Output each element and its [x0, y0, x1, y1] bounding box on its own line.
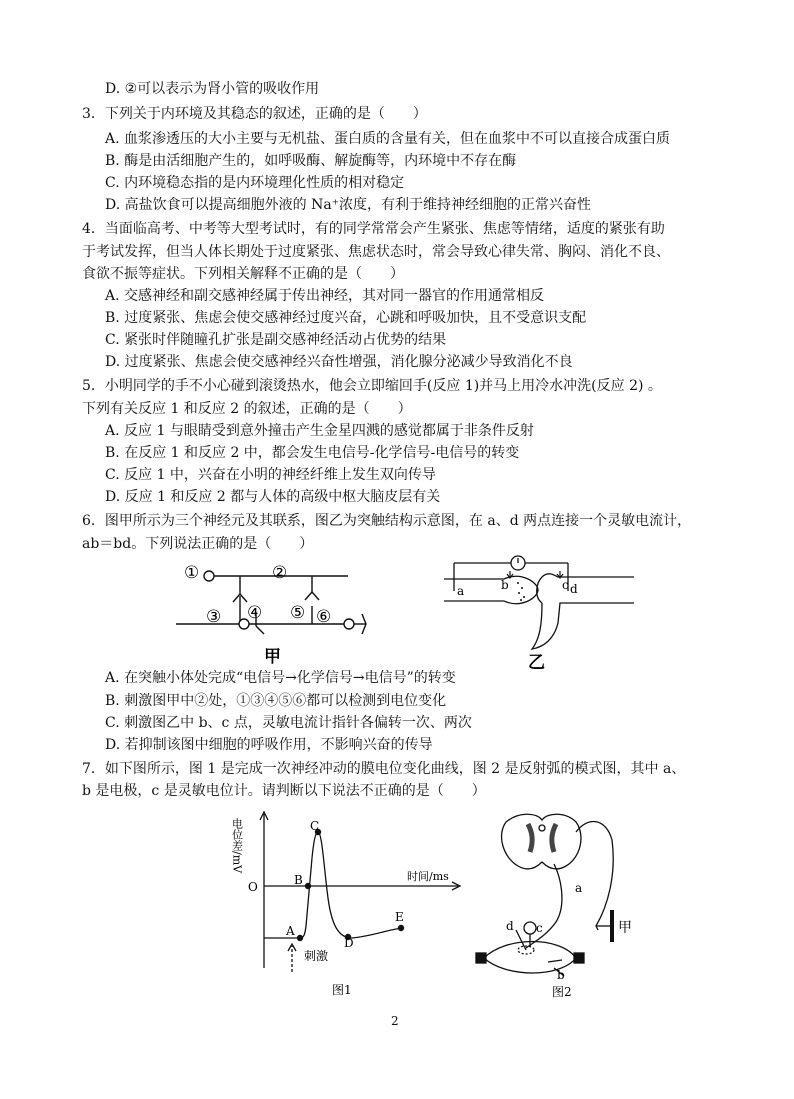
fig-jia-caption: 甲: [264, 647, 281, 667]
q6-option-d: D. 若抑制该图中细胞的呼吸作用，不影响兴奋的传导: [105, 737, 433, 753]
page-number: 2: [391, 1014, 399, 1028]
fig2-caption: 图2: [552, 985, 572, 999]
q4-option-c: C. 紧张时伴随瞳孔扩张是副交感神经活动占优势的结果: [105, 332, 447, 348]
fig1-point-d: D: [344, 936, 354, 950]
q4-stem-2: 于考试发挥，但当人体长期处于过度紧张、焦虑状态时，常会导致心律失常、胸闷、消化不良、: [82, 244, 670, 260]
q6-stem-2: ab＝bd。下列说法正确的是（ ）: [82, 536, 314, 552]
fig-yi-label-b: b: [501, 578, 509, 592]
q5-stem-2: 下列有关反应 1 和反应 2 的叙述，正确的是（ ）: [82, 401, 412, 417]
q4-stem-3: 食欲不振等症状。下列相关解释不正确的是（ ）: [82, 266, 404, 282]
fig-jia-label-1: ①: [184, 563, 200, 583]
fig2-label-b: b: [557, 968, 565, 982]
fig1-stimulus-label: 刺激: [304, 949, 329, 963]
fig1-point-a: A: [286, 924, 295, 938]
figure-jia: [176, 556, 376, 668]
fig2-label-d: d: [506, 919, 514, 933]
q6-option-a: A. 在突触小体处完成“电信号→化学信号→电信号”的转变: [105, 670, 456, 686]
fig1-xlabel: 时间/ms: [407, 870, 449, 883]
q6-stem-1: 6．图甲所示为三个神经元及其联系，图乙为突触结构示意图，在 a、d 两点连接一个灵敏电流计，: [82, 513, 692, 529]
q5-stem-1: 5．小明同学的手不小心碰到滚烫热水，他会立即缩回手(反应 1)并马上用冷水冲洗(反应 2) 。: [82, 378, 662, 394]
q4-option-b: B. 过度紧张、焦虑会使交感神经过度兴奋，心跳和呼吸加快，且不受意识支配: [105, 310, 587, 326]
q7-stem-1: 7．如下图所示，图 1 是完成一次神经冲动的膜电位变化曲线，图 2 是反射弧的模式图，其中 a、: [82, 761, 686, 777]
q7-stem-2: b 是电极，c 是灵敏电位计。请判断以下说法不正确的是（ ）: [82, 783, 486, 799]
q3-option-b: B. 酶是由活细胞产生的，如呼吸酶、解旋酶等，内环境中不存在酶: [105, 153, 517, 169]
q4-stem-1: 4．当面临高考、中考等大型考试时，有的同学常常会产生紧张、焦虑等情绪，适度的紧张有助: [82, 221, 665, 237]
q5-option-b: B. 在反应 1 和反应 2 中，都会发生电信号-化学信号-电信号的转变: [105, 445, 520, 461]
fig-yi-label-c: c: [562, 578, 569, 592]
figure-1: [232, 808, 464, 1000]
fig1-ylabel: 电位差/mV: [230, 818, 244, 874]
fig-jia-label-2: ②: [272, 563, 288, 583]
q4-option-d: D. 过度紧张、焦虑会使交感神经兴奋性增强，消化腺分泌减少导致消化不良: [105, 354, 573, 370]
fig1-point-b: B: [294, 873, 303, 887]
fig2-label-a: a: [575, 881, 583, 895]
fig-jia-label-3: ③: [206, 607, 222, 627]
fig2-label-c: c: [536, 921, 543, 935]
q5-option-c: C. 反应 1 中，兴奋在小明的神经纤维上发生双向传导: [105, 467, 436, 483]
fig-yi-caption: 乙: [528, 653, 545, 673]
q2-option-d: D. ②可以表示为肾小管的吸收作用: [105, 81, 320, 97]
fig-jia-label-6: ⑥: [316, 607, 332, 627]
q3-stem: 3．下列关于内环境及其稳态的叙述，正确的是（ ）: [82, 106, 427, 122]
q6-option-b: B. 刺激图甲中②处，①③④⑤⑥都可以检测到电位变化: [105, 693, 447, 709]
figure-2: [476, 810, 656, 1000]
q5-option-a: A. 反应 1 与眼睛受到意外撞击产生金星四溅的感觉都属于非条件反射: [105, 423, 534, 439]
fig1-point-c: C: [310, 819, 320, 833]
q4-option-a: A. 交感神经和副交感神经属于传出神经，其对同一器官的作用通常相反: [105, 288, 545, 304]
q6-option-c: C. 刺激图乙中 b、c 点，灵敏电流计指针各偏转一次、两次: [105, 715, 472, 731]
q5-option-d: D. 反应 1 和反应 2 都与人体的高级中枢大脑皮层有关: [105, 489, 441, 505]
fig-jia-label-5: ⑤: [290, 603, 306, 623]
fig-yi-label-a: a: [457, 584, 465, 598]
q3-option-d: D. 高盐饮食可以提高细胞外液的 Na⁺浓度，有利于维持神经细胞的正常兴奋性: [105, 197, 592, 213]
q3-option-a: A. 血浆渗透压的大小主要与无机盐、蛋白质的含量有关，但在血浆中不可以直接合成蛋白质: [105, 131, 671, 147]
fig2-label-jia: 甲: [618, 920, 632, 936]
fig-jia-label-4: ④: [247, 603, 263, 623]
figure-yi: [444, 553, 644, 673]
fig-yi-label-d: d: [570, 582, 578, 596]
fig1-point-e: E: [395, 910, 404, 924]
q3-option-c: C. 内环境稳态指的是内环境理化性质的相对稳定: [105, 175, 405, 191]
fig1-caption: 图1: [332, 983, 352, 997]
fig1-origin: O: [248, 880, 258, 894]
